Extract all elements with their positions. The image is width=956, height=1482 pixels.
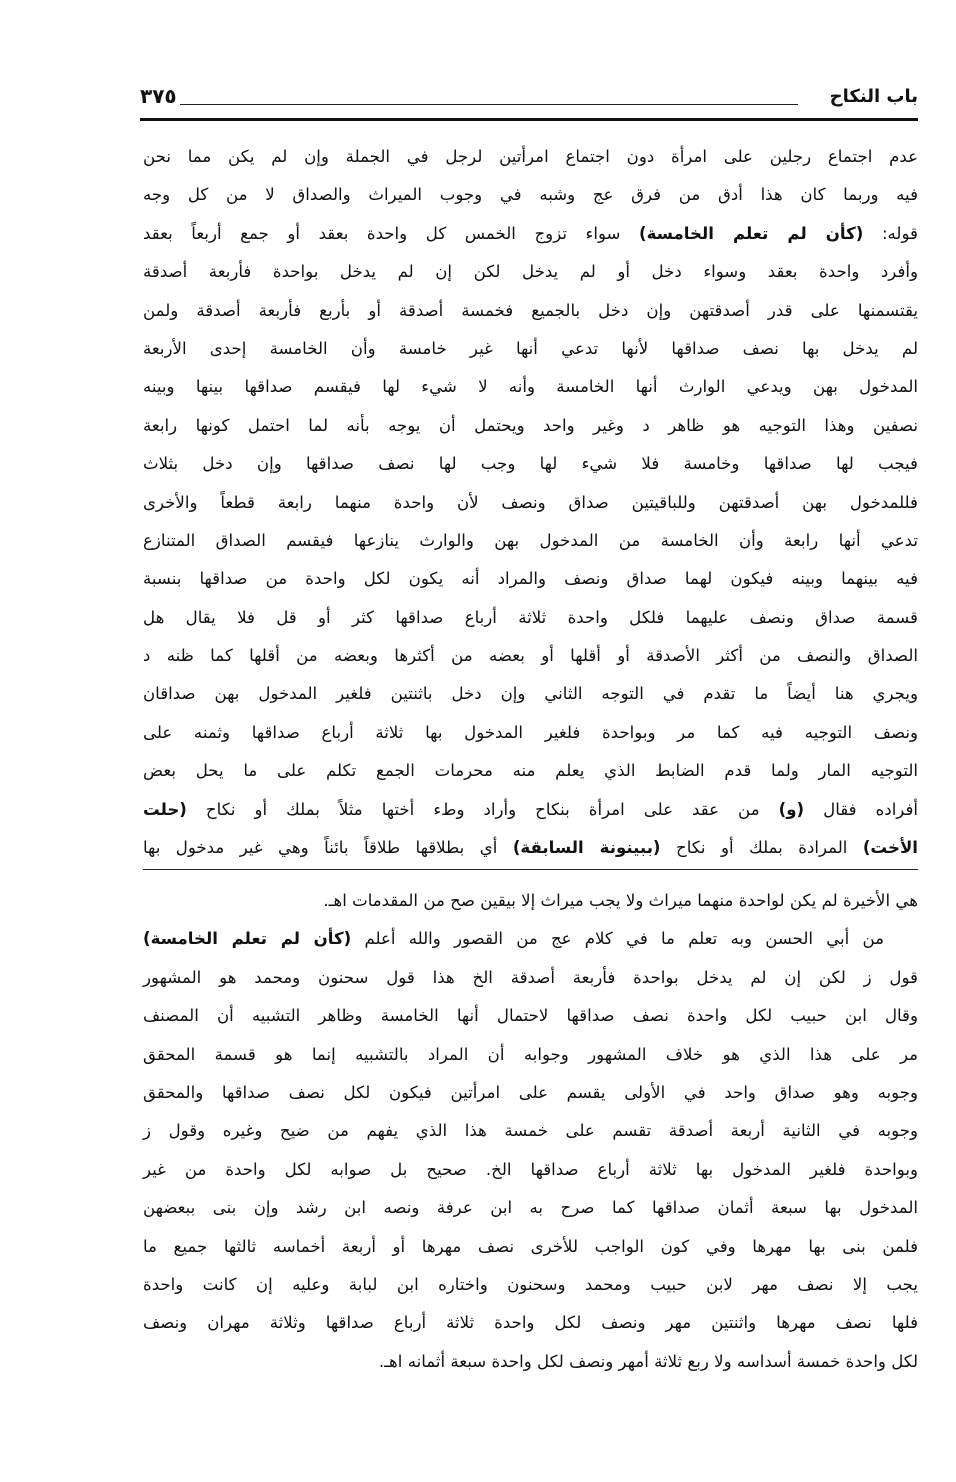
page-header xyxy=(140,84,918,114)
bold-matn-phrase: (ببينونة السابقة) xyxy=(512,838,661,858)
footnote-line xyxy=(143,959,918,997)
text-segment: نصفين وهذا التوجيه هو ظاهر د وغير واحد ويحتمل أن يوجه بأنه لما احتمل كونها رابعة xyxy=(143,415,918,435)
text-segment: التوجيه المار ولما قدم الضابط الذي يعلم منه محرمات الجمع تكلم على ما يحل بعض xyxy=(143,761,918,781)
text-segment: وجوبه في الثانية أربعة أصدقة تقسم على خمسة هذا الذي يفهم من ضيح وغيره وقول ز xyxy=(143,1121,918,1141)
text-line xyxy=(143,637,918,675)
text-segment: ويجري هنا أيضاً ما تقدم في التوجه الثاني وإن دخل باثنتين فلغير المدخول بهن صداقان xyxy=(143,684,918,704)
text-line xyxy=(143,330,918,368)
text-segment: ونصف التوجيه فيه كما مر وبواحدة فلغير المدخول بها ثلاثة أرباع صداقها وثمنه على xyxy=(143,722,918,742)
footnote-line xyxy=(143,1266,918,1304)
text-segment: فلها نصف مهرها واثنتين مهر ونصف لكل واحدة ثلاثة أرباع صداقها وثلاثة مهران ونصف xyxy=(143,1313,918,1333)
text-line xyxy=(143,522,918,560)
main-text xyxy=(143,138,918,867)
text-line xyxy=(143,176,918,214)
text-line xyxy=(143,253,918,291)
text-segment: من أبي الحسن وبه تعلم ما في كلام عج من القصور والله أعلم xyxy=(351,929,884,949)
text-segment: المدخول بها سبعة أثمان صداقها كما صرح به ابن عرفة ونصه ابن رشد وإن بنى ببعضهن xyxy=(143,1198,918,1218)
text-segment: قوله: xyxy=(863,223,918,243)
footnote-line xyxy=(143,1151,918,1189)
text-segment: فلمن بنى بها مهرها وفي كون الواجب للأخرى نصف مهرها أو أربعة أخماسه ثالثها جميع ما xyxy=(143,1236,918,1256)
text-segment: من عقد على امرأة بنكاح وأراد وطء أختها مثلاً بملك أو نكاح xyxy=(186,799,779,819)
text-segment: قسمة صداق ونصف عليهما فلكل واحدة ثلاثة أرباع صداقها كثر أو قل فلا يقال هل xyxy=(143,607,918,627)
text-segment: لكل واحدة خمسة أسداسه ولا ربع ثلاثة أمهر ونصف لكل واحدة سبعة أثمانه اهـ. xyxy=(378,1351,918,1371)
text-line xyxy=(143,791,918,829)
footnote-line xyxy=(143,882,918,920)
text-segment: يقتسمنها على قدر أصدقتهن وإن دخل بالجميع فخمسة أصدقة أو بأربع فأربعة أصدقة ولمن xyxy=(143,300,918,320)
footnote-line xyxy=(143,1189,918,1227)
text-segment: عدم اجتماع رجلين على امرأة دون اجتماع امرأتين لرجل في الجملة وإن لم يكن مما نحن xyxy=(143,147,918,166)
footnote-line xyxy=(143,1036,918,1074)
text-segment: هي الأخيرة لم يكن لواحدة منهما ميراث ولا يجب ميراث إلا بيقين صح من المقدمات اهـ. xyxy=(323,891,918,910)
footnote-separator xyxy=(143,869,918,870)
bold-matn-phrase: (و) xyxy=(778,799,805,819)
bold-matn-phrase: الأخت) xyxy=(862,838,918,858)
text-segment: وبواحدة فلغير المدخول بها ثلاثة أرباع صداقها الخ. صحيح بل صوابه لكل واحدة من غير xyxy=(143,1159,918,1179)
bold-matn-phrase: (كأن لم تعلم الخامسة) xyxy=(639,223,864,243)
text-line xyxy=(143,599,918,637)
footnote-line xyxy=(143,997,918,1035)
text-segment: أفراده فقال xyxy=(804,799,919,819)
text-line xyxy=(143,445,918,483)
text-line xyxy=(143,675,918,713)
text-segment: تدعي أنها رابعة وأن الخامسة من المدخول بهن والوارث ينازعها فيقسم الصداق المتنازع xyxy=(143,530,918,550)
text-segment: وأفرد واحدة بعقد وسواء دخل أو لم يدخل لكن إن لم يدخل بواحدة فأربعة أصدقة xyxy=(143,262,918,282)
footnotes xyxy=(143,882,918,1381)
text-segment: لم يدخل بها نصف صداقها لأنها تدعي أنها غير خامسة وأن الخامسة إحدى الأربعة xyxy=(143,338,918,358)
text-segment: فيه بينهما وبينه فيكون لهما صداق ونصف والمراد أنه يكون لكل واحدة من صداقها بنسبة xyxy=(143,569,918,589)
text-line xyxy=(143,752,918,790)
text-segment: المرادة بملك أو نكاح xyxy=(660,838,863,858)
text-segment: فللمدخول بهن أصدقتهن وللباقيتين صداق ونصف لأن واحدة منهما رابعة قطعاً والأخرى xyxy=(143,492,918,512)
text-line xyxy=(143,368,918,406)
text-segment: فيه وربما كان هذا أدق من فرق عج وشبه في وجوب الميراث والصداق لا من كل وجه xyxy=(143,185,918,205)
text-line xyxy=(143,714,918,752)
header-divider xyxy=(180,104,798,105)
header-rule xyxy=(140,118,918,121)
running-title: باب النكاح xyxy=(829,86,918,107)
page-number: ٣٧٥ xyxy=(140,84,177,108)
footnote-line xyxy=(143,1112,918,1150)
bold-matn-phrase: (حلت xyxy=(143,799,187,819)
footnote-line xyxy=(143,1343,918,1381)
text-segment: أي بطلاقها طلاقاً بائناً وهي غير مدخول بها xyxy=(143,838,513,858)
text-line xyxy=(143,138,918,176)
text-segment: مر على هذا الذي هو خلاف المشهور وجوابه أن المراد بالتشبيه إنما هو قسمة المحقق xyxy=(143,1044,918,1064)
text-segment: الصداق والنصف من أكثر الأصدقة أو أقلها أو بعضه من أكثرها وبعضه من أقلها كما ظنه د xyxy=(143,646,918,666)
text-segment: يجب إلا نصف مهر لابن حبيب ومحمد وسحنون واختاره ابن لبابة وعليه إن كانت واحدة xyxy=(143,1274,918,1294)
text-line xyxy=(143,829,918,867)
text-segment: سواء تزوج الخمس كل واحدة بعقد أو جمع أربعاً بعقد xyxy=(143,223,639,243)
text-segment: وقال ابن حبيب لكل واحدة نصف صداقها لاحتمال أنها الخامسة وظاهر التشبيه أن المصنف xyxy=(143,1006,918,1026)
footnote-line xyxy=(143,1074,918,1112)
footnote-line xyxy=(143,1304,918,1342)
text-line xyxy=(143,407,918,445)
text-segment: وجوبه وهو صداق واحد في الأولى يقسم على امرأتين فيكون لكل نصف صداقها والمحقق xyxy=(143,1082,918,1102)
bold-matn-phrase: (كأن لم تعلم الخامسة) xyxy=(143,929,352,949)
text-segment: قول ز لكن إن لم يدخل بواحدة فأربعة أصدقة الخ هذا قول سحنون ومحمد هو المشهور xyxy=(143,967,918,987)
text-segment: فيجب لها صداقها وخامسة فلا شيء لها وجب لها نصف صداقها وإن دخل بثلاث xyxy=(143,454,918,474)
footnote-line xyxy=(143,1228,918,1266)
text-line xyxy=(143,292,918,330)
text-line xyxy=(143,560,918,598)
footnote-line xyxy=(143,920,918,958)
text-segment: المدخول بهن ويدعي الوارث أنها الخامسة وأنه لا شيء لها فيقسم صداقها بينها وبينه xyxy=(143,377,918,397)
text-line xyxy=(143,484,918,522)
text-line xyxy=(143,215,918,253)
